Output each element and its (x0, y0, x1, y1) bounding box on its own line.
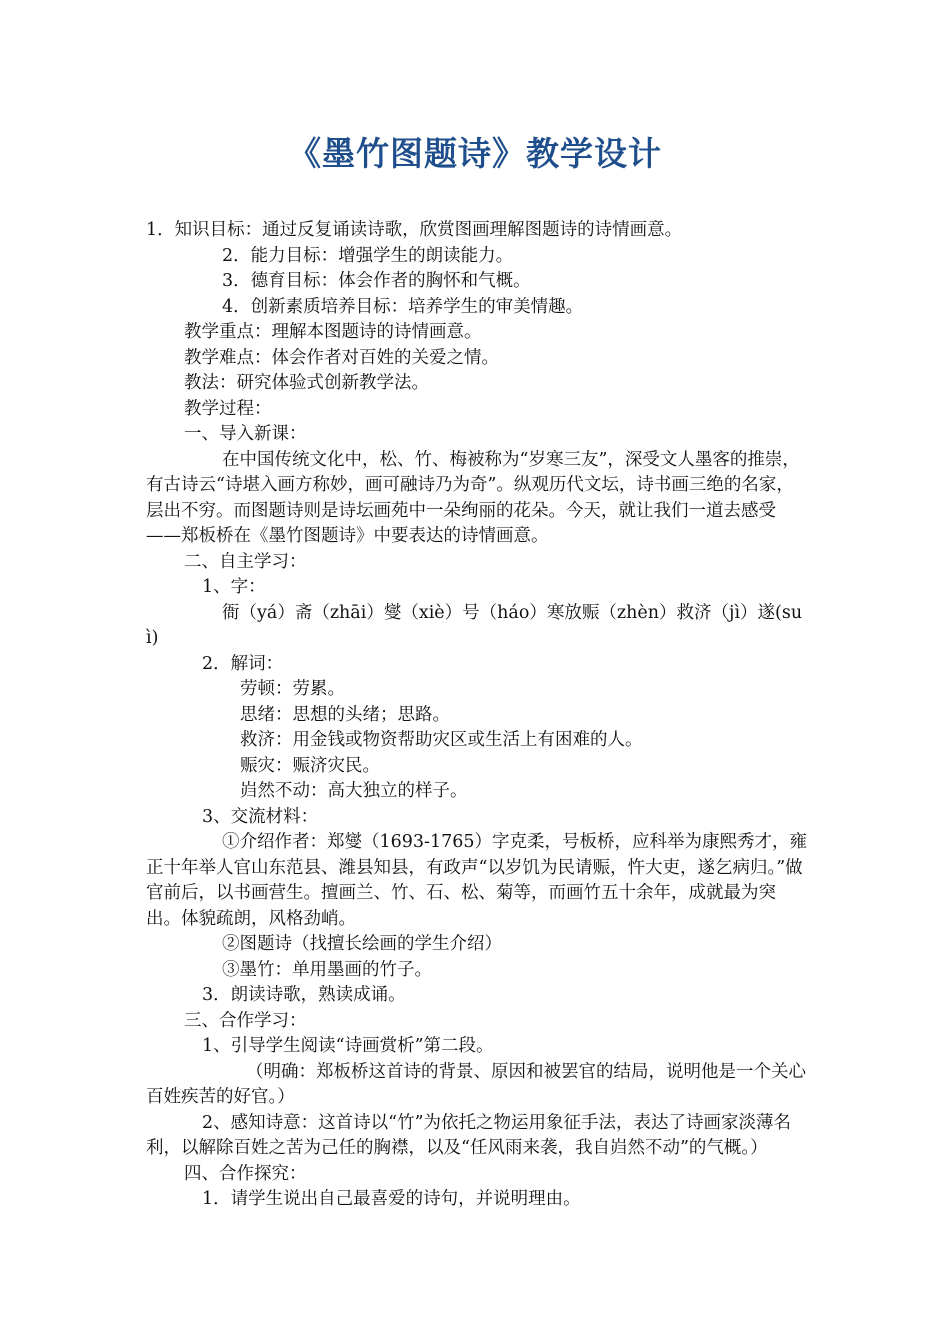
paragraph-word-1: 劳顿：劳累。 (240, 679, 345, 699)
paragraph-explore-1: 1．请学生说出自己最喜爱的诗句，并说明理由。 (202, 1189, 581, 1209)
paragraph-goal-4: 4．创新素质培养目标：培养学生的审美情趣。 (222, 296, 584, 317)
paragraph-goal-3: 3．德育目标：体会作者的胸怀和气概。 (222, 271, 531, 291)
paragraph-sub-chars: 1、字： (202, 577, 266, 597)
paragraph-intro-para: 在中国传统文化中，松、竹、梅被称为“岁寒三友”，深受文人墨客的推崇，有古诗云“诗堪入画方称妙，画可融诗乃为奇”。纵观历代文坛，诗书画三绝的名家，层出不穷。而图题诗则是诗坛画苑中一朵绚丽的花朵。今天，就让我们一道去感受——郑板桥在《墨竹图题诗》中要表达的诗情画意。 (146, 449, 800, 546)
paragraph-coop-2: 2、感知诗意：这首诗以“竹”为依托之物运用象征手法，表达了诗画家淡薄名利，以解除百姓之苦为己任的胸襟，以及“任风雨来袭，我自岿然不动”的气概。） (146, 1112, 792, 1158)
paragraph-section-1: 一、导入新课： (184, 424, 307, 444)
paragraph-method: 教法：研究体验式创新教学法。 (184, 373, 429, 393)
paragraph-section-2: 二、自主学习： (184, 551, 307, 572)
paragraph-word-4: 赈灾：赈济灾民。 (240, 755, 380, 776)
paragraph-sub-read: 3．朗读诗歌，熟读成诵。 (202, 985, 406, 1005)
paragraph-material-3: ③墨竹：单用墨画的竹子。 (222, 959, 432, 980)
paragraph-author-intro: ①介绍作者：郑燮（1693-1765）字克柔，号板桥，应科举为康熙秀才，雍正十年举人官山东范县、潍县知县，有政声“以岁饥为民请赈，忤大吏，遂乞病归。”做官前后，以书画营生。擅画兰、竹、石、松、菊等，而画竹五十余年，成就最为突出。体貌疏朗，风格劲峭。 (146, 832, 807, 929)
paragraph-section-4: 四、合作探究： (184, 1163, 307, 1184)
paragraph-word-5: 岿然不动：高大独立的样子。 (240, 781, 468, 801)
paragraph-sub-words: 2．解词： (202, 653, 284, 674)
paragraph-chars-list: 衙（yá）斋（zhāi）燮（xiè）号（háo）寒放赈（zhèn）救济（jì）遂(suì) (146, 602, 803, 648)
paragraph-coop-1-note: （明确：郑板桥这首诗的背景、原因和被罢官的结局，说明他是一个关心百姓疾苦的好官。） (146, 1061, 806, 1107)
paragraph-word-3: 救济：用金钱或物资帮助灾区或生活上有困难的人。 (240, 730, 643, 750)
document-body (146, 218, 810, 1213)
paragraph-section-3: 三、合作学习： (184, 1010, 307, 1031)
paragraph-goal-2: 2．能力目标：增强学生的朗读能力。 (222, 245, 514, 266)
paragraph-process: 教学过程： (184, 398, 272, 419)
page-title: 《墨竹图题诗》教学设计 (288, 134, 662, 173)
paragraph-difficulty: 教学难点：体会作者对百姓的关爱之情。 (184, 347, 499, 368)
paragraph-key-point: 教学重点：理解本图题诗的诗情画意。 (184, 322, 482, 342)
paragraph-coop-1: 1、引导学生阅读“诗画赏析”第二段。 (202, 1036, 494, 1056)
paragraph-word-2: 思绪：思想的头绪；思路。 (240, 704, 450, 725)
paragraph-material-2: ②图题诗（找擅长绘画的学生介绍） (222, 934, 502, 954)
paragraph-goal-1: 1．知识目标：通过反复诵读诗歌，欣赏图画理解图题诗的诗情画意。 (146, 220, 683, 240)
paragraph-sub-material: 3、交流材料： (202, 806, 319, 827)
